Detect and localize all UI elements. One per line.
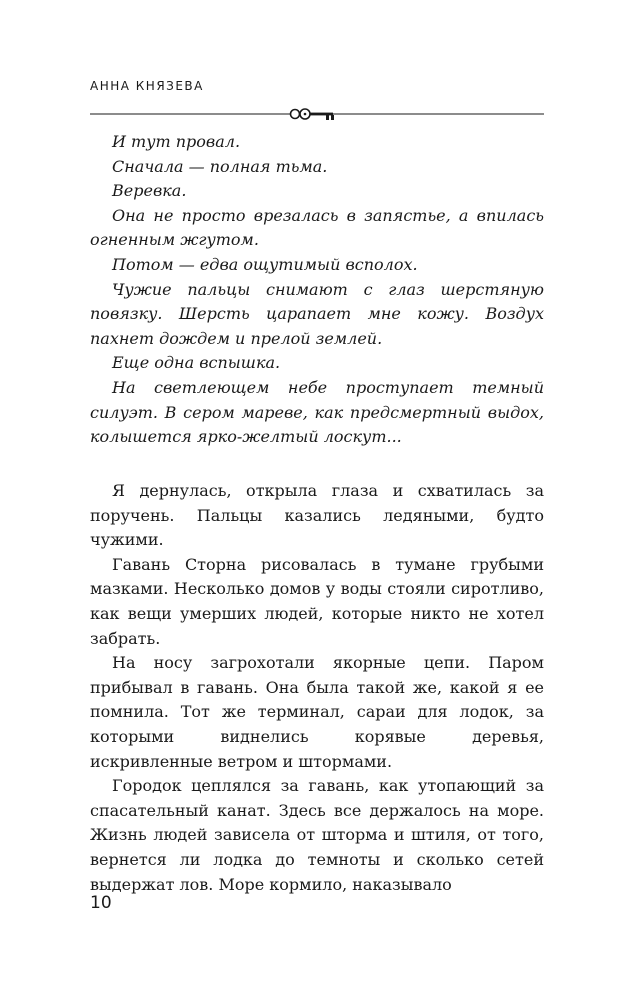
- italic-paragraph: Сначала — полная тьма.: [112, 156, 328, 176]
- body-text-block: [90, 479, 544, 897]
- running-header-author: АННА КНЯЗЕВА: [90, 79, 204, 93]
- italic-paragraph: Веревка.: [112, 181, 187, 201]
- body-paragraph: Городок цеплялся за гавань, как утопающий за спасательный канат. Здесь все держалось на море. Жизнь людей зависела от шторма и штиля, от того, вернется ли лодка до темноты и сколько сетей выдержат лов. Море кормило, наказывало: [90, 776, 544, 894]
- italic-paragraph: И тут провал.: [112, 132, 241, 151]
- body-paragraph: Я дернулась, открыла глаза и схватилась за поручень. Пальцы казались ледяными, будто чужими.: [90, 481, 544, 550]
- italic-paragraph: На светлеющем небе проступает темный силуэт. В сером мареве, как предсмертный выдох, колышется ярко-желтый лоскут...: [90, 377, 544, 447]
- body-paragraph: Гавань Сторна рисовалась в тумане грубыми мазками. Несколько домов у воды стояли сиротливо, как вещи умерших людей, которые никто не хотел забрать.: [90, 554, 544, 648]
- italic-paragraph: Она не просто врезалась в запястье, а впилась огненным жгутом.: [90, 205, 544, 250]
- page-number: 10: [90, 893, 112, 913]
- italic-paragraph: Чужие пальцы снимают с глаз шерстяную повязку. Шерсть царапает мне кожу. Воздух пахнет дождем и прелой землей.: [90, 279, 544, 348]
- key-icon: [291, 109, 335, 120]
- body-paragraph: На носу загрохотали якорные цепи. Паром прибывал в гавань. Она была такой же, какой я ее помнила. Тот же терминал, сараи для лодок, за которыми виднелись корявые деревья, искривленные ветром и штормами.: [90, 653, 544, 771]
- header-rule: [90, 104, 544, 124]
- italic-paragraph: Еще одна вспышка.: [112, 353, 281, 373]
- italic-flashback-block: [90, 130, 544, 450]
- italic-paragraph: Потом — едва ощутимый всполох.: [112, 254, 418, 274]
